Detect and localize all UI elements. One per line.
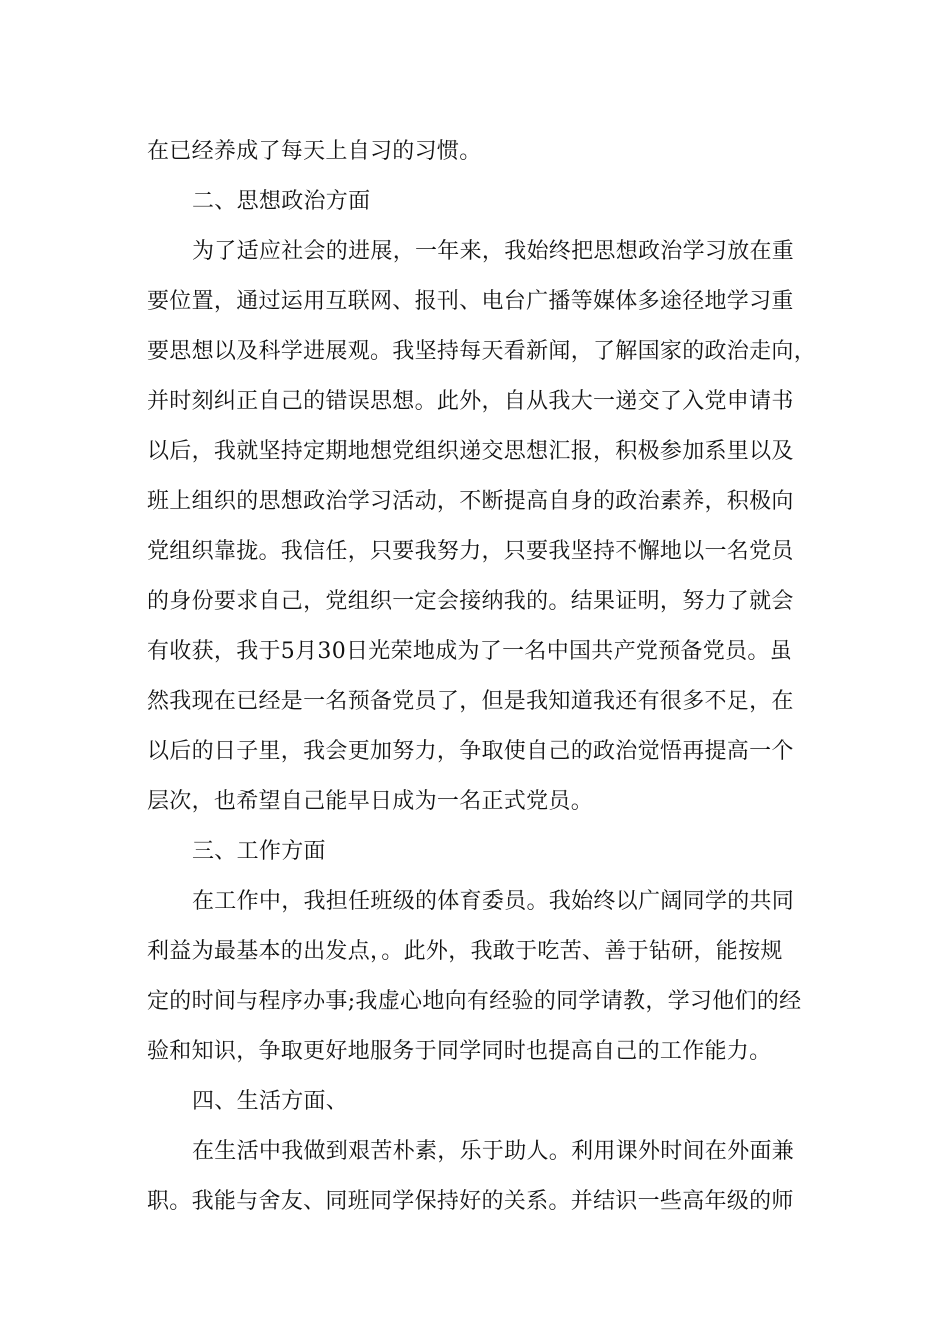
paragraph-line: 班上组织的思想政治学习活动，不断提高自身的政治素养，积极向 (147, 489, 794, 514)
paragraph-line: 定的时间与程序办事;我虚心地向有经验的同学请教，学习他们的经 (147, 989, 802, 1014)
paragraph-line: 职。我能与舍友、同班同学保持好的关系。并结识一些高年级的师 (147, 1189, 794, 1214)
paragraph-line: 然我现在已经是一名预备党员了，但是我知道我还有很多不足，在 (147, 689, 794, 714)
paragraph-line: 有收获，我于5月30日光荣地成为了一名中国共产党预备党员。虽 (147, 639, 792, 664)
paragraph-line: 的身份要求自己，党组织一定会接纳我的。结果证明，努力了就会 (147, 589, 794, 614)
paragraph-line: 利益为最基本的出发点，。此外，我敢于吃苦、善于钻研，能按规 (147, 939, 783, 964)
paragraph-line: 以后，我就坚持定期地想党组织递交思想汇报，积极参加系里以及 (147, 439, 794, 464)
paragraph-line: 要位置，通过运用互联网、报刊、电台广播等媒体多途径地学习重 (147, 289, 794, 314)
paragraph-line: 以后的日子里，我会更加努力，争取使自己的政治觉悟再提高一个 (147, 739, 794, 764)
paragraph-line: 在工作中，我担任班级的体育委员。我始终以广阔同学的共同 (192, 889, 795, 914)
paragraph-line: 验和知识，争取更好地服务于同学同时也提高自己的工作能力。 (147, 1039, 772, 1064)
paragraph-line: 要思想以及科学进展观。我坚持每天看新闻，了解国家的政治走向， (147, 339, 817, 364)
section-heading-life: 四、生活方面、 (192, 1089, 349, 1114)
paragraph-line: 层次，也希望自己能早日成为一名正式党员。 (147, 789, 594, 814)
paragraph-line: 在已经养成了每天上自习的习惯。 (147, 139, 482, 164)
section-heading-politics: 二、思想政治方面 (192, 189, 371, 214)
paragraph-line: 在生活中我做到艰苦朴素，乐于助人。利用课外时间在外面兼 (192, 1139, 795, 1164)
section-heading-work: 三、工作方面 (192, 839, 326, 864)
paragraph-line: 党组织靠拢。我信任，只要我努力，只要我坚持不懈地以一名党员 (147, 539, 794, 564)
paragraph-line: 并时刻纠正自己的错误思想。此外，自从我大一递交了入党申请书 (147, 389, 794, 414)
paragraph-line: 为了适应社会的进展，一年来，我始终把思想政治学习放在重 (192, 239, 795, 264)
